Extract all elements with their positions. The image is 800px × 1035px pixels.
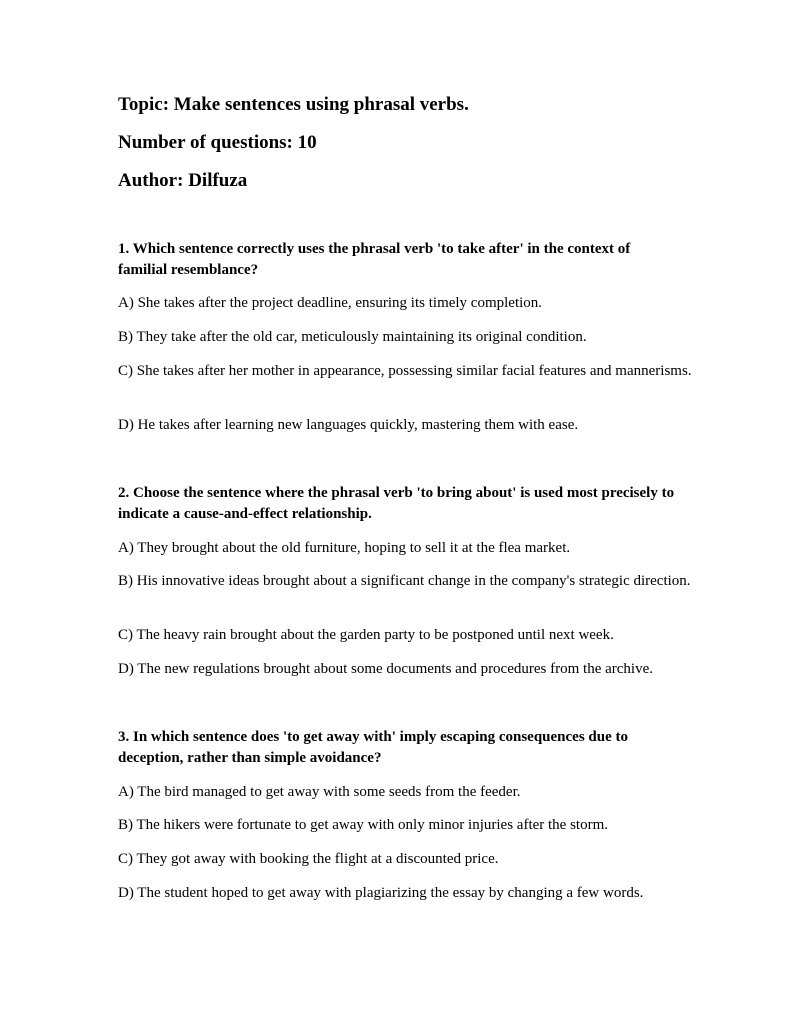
answer-option: C) She takes after her mother in appearance, possessing similar facial features and mannerisms. bbox=[118, 363, 692, 379]
answer-option: C) They got away with booking the flight at a discounted price. bbox=[118, 851, 499, 867]
question-text: 2. Choose the sentence where the phrasal verb 'to bring about' is used most precisely to indicate a cause-and-effect relationship. bbox=[118, 485, 675, 522]
author-heading: Author: Dilfuza bbox=[118, 170, 248, 191]
answer-option: A) She takes after the project deadline, ensuring its timely completion. bbox=[118, 295, 543, 311]
answer-option: B) The hikers were fortunate to get away with only minor injuries after the storm. bbox=[118, 817, 609, 833]
answer-option: B) They take after the old car, meticulously maintaining its original condition. bbox=[118, 329, 587, 345]
answer-option: C) The heavy rain brought about the garden party to be postponed until next week. bbox=[118, 627, 614, 643]
question-text: 3. In which sentence does 'to get away with' imply escaping consequences due to deception, rather than simple avoidance? bbox=[118, 729, 629, 766]
question-count-heading: Number of questions: 10 bbox=[118, 132, 317, 153]
answer-option: D) He takes after learning new languages quickly, mastering them with ease. bbox=[118, 417, 579, 433]
topic-heading: Topic: Make sentences using phrasal verbs. bbox=[118, 94, 469, 115]
answer-option: D) The student hoped to get away with plagiarizing the essay by changing a few words. bbox=[118, 885, 644, 901]
answer-option: D) The new regulations brought about some documents and procedures from the archive. bbox=[118, 661, 653, 677]
answer-option: A) They brought about the old furniture, hoping to sell it at the flea market. bbox=[118, 540, 571, 556]
answer-option: B) His innovative ideas brought about a significant change in the company's strategic direction. bbox=[118, 573, 691, 589]
answer-option: A) The bird managed to get away with some seeds from the feeder. bbox=[118, 784, 521, 800]
question-text: 1. Which sentence correctly uses the phrasal verb 'to take after' in the context of familial resemblance? bbox=[118, 241, 631, 278]
